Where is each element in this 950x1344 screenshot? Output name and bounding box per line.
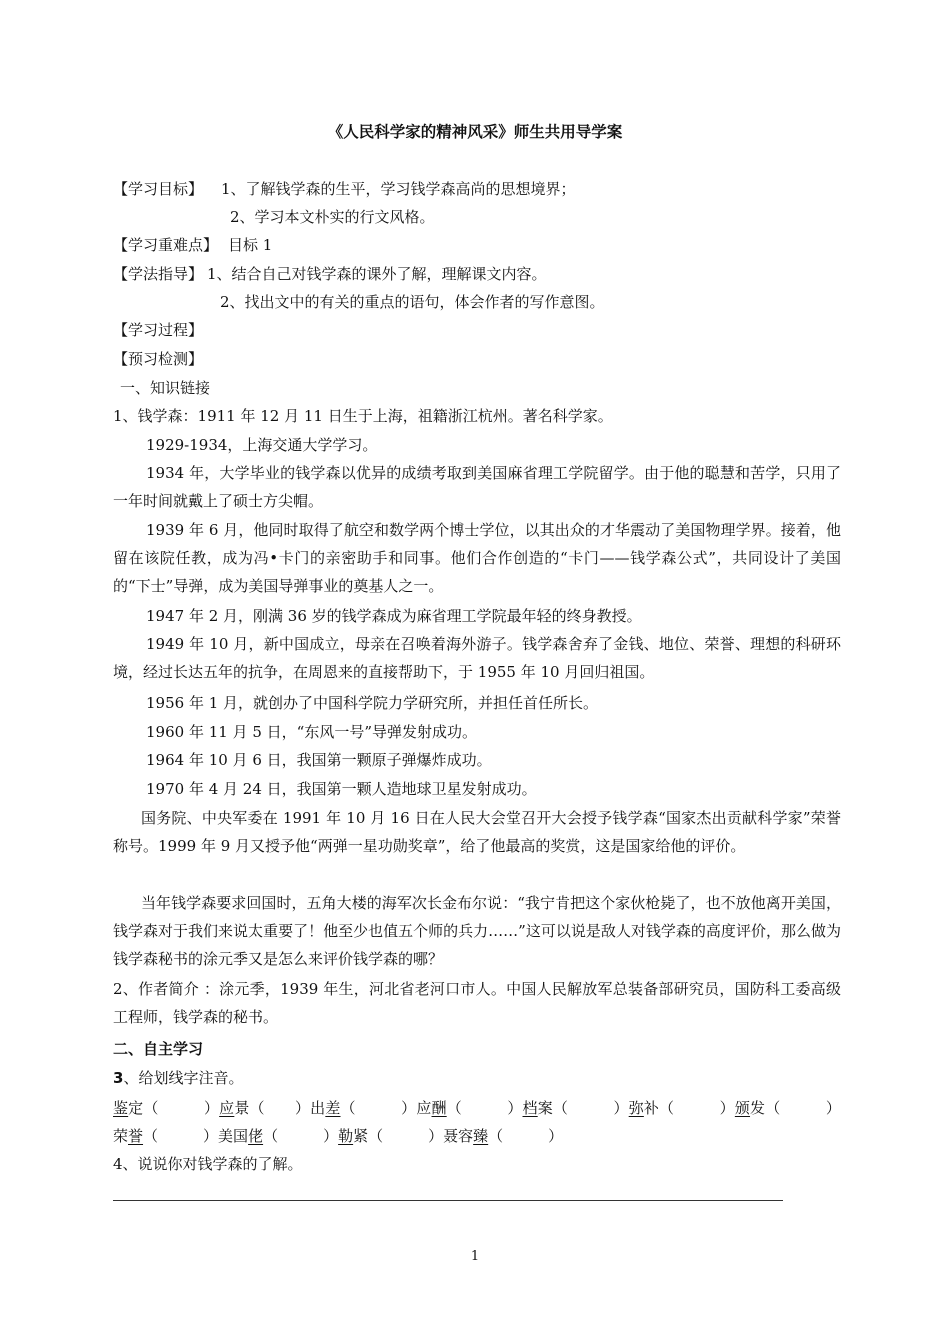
pinyin-word-item (218, 1127, 338, 1145)
word-suffix-blank[interactable]: （ ） (488, 1127, 564, 1145)
bio-paragraph-5: 1947 年 2 月，刚满 36 岁的钱学森成为麻省理工学院最年轻的终身教授。 (146, 607, 642, 625)
pinyin-word-item (416, 1099, 522, 1117)
word-prefix: 应 (416, 1099, 432, 1117)
bio-paragraph-10: 1970 年 4 月 24 日，我国第一颗人造地球卫星发射成功。 (146, 780, 537, 798)
method-line-1 (113, 260, 841, 288)
bio-paragraph-1: 1、钱学森：1911 年 12 月 11 日生于上海，祖籍浙江杭州。著名科学家。 (113, 407, 613, 425)
word-suffix-blank[interactable]: 紧（ ） (353, 1127, 444, 1145)
pinyin-word-item (219, 1099, 310, 1117)
word-suffix-blank[interactable]: 案（ ） (537, 1099, 629, 1117)
word-prefix: 荣 (113, 1127, 129, 1145)
pinyin-word-item (113, 1127, 218, 1145)
underlined-character: 鉴 (113, 1099, 129, 1117)
word-suffix-blank[interactable]: （ ） (340, 1099, 417, 1117)
bio-paragraph-6: 1949 年 10 月，新中国成立，母亲在召唤着海外游子。钱学森舍弃了金钱、地位、荣誉、理想的科研环境，经过长达五年的抗争，在周恩来的直接帮助下，于 1955 年 10 月回归祖国。 (113, 635, 841, 681)
question-3-label: 、给划线字注音。 (123, 1069, 244, 1087)
word-suffix-blank[interactable]: 发（ ） (750, 1099, 841, 1117)
pinyin-word-item (523, 1099, 629, 1117)
key-points-label: 【学习重难点】 (113, 236, 219, 254)
word-prefix: 出 (310, 1099, 326, 1117)
pinyin-word-item (338, 1127, 443, 1145)
word-suffix-blank[interactable]: 补（ ） (643, 1099, 735, 1117)
question-3: 3、给划线字注音。 (113, 1069, 244, 1087)
word-suffix-blank[interactable]: 景（ ） (234, 1099, 311, 1117)
underlined-character: 誉 (128, 1127, 144, 1145)
pinyin-word-item (310, 1099, 416, 1117)
section-2-heading: 二、自主学习 (113, 1040, 204, 1058)
key-points-value: 目标 1 (228, 236, 273, 254)
underlined-character: 应 (219, 1099, 235, 1117)
underlined-character: 颁 (734, 1099, 751, 1117)
objective-1: 1、了解钱学森的生平，学习钱学森高尚的思想境界； (221, 180, 576, 198)
answer-line[interactable] (113, 1200, 783, 1201)
word-prefix: 美国 (218, 1127, 249, 1145)
objectives-label: 【学习目标】 (113, 180, 204, 198)
process-label: 【学习过程】 (113, 321, 204, 339)
page-number: 1 (470, 1249, 480, 1264)
question-4-label: 4、说说你对钱学森的了解。 (113, 1155, 303, 1173)
word-suffix-blank[interactable]: （ ） (263, 1127, 339, 1145)
pinyin-word-item (443, 1127, 563, 1145)
bio-paragraph-8: 1960 年 11 月 5 日，“东风一号”导弹发射成功。 (146, 723, 477, 741)
pinyin-word-list (113, 1094, 841, 1150)
bio-paragraph-4: 1939 年 6 月，他同时取得了航空和数学两个博士学位，以其出众的才华震动了美国物理学界。接着，他留在该院任教，成为冯•卡门的亲密助手和同事。他们合作创造的“卡门——钱学森公式”，共同设计了美国的“下士”导弹，成为美国导弹事业的奠基人之一。 (113, 521, 841, 595)
underlined-character: 佬 (248, 1127, 264, 1145)
author-intro: 2、作者简介 ：涂元季，1939 年生，河北省老河口市人。中国人民解放军总装备部研究员，国防科工委高级工程师，钱学森的秘书。 (113, 980, 841, 1026)
word-suffix-blank[interactable]: （ ） (446, 1099, 523, 1117)
word-suffix-blank[interactable]: （ ） (143, 1127, 219, 1145)
word-suffix-blank[interactable]: 定（ ） (128, 1099, 220, 1117)
underlined-character: 酬 (431, 1099, 447, 1117)
underlined-character: 勒 (338, 1127, 354, 1145)
underlined-character: 弥 (628, 1099, 644, 1117)
pinyin-word-item (629, 1099, 735, 1117)
bio-paragraph-12: 当年钱学森要求回国时，五角大楼的海军次长金布尔说：“我宁肯把这个家伙枪毙了，也不放他离开美国，钱学森对于我们来说太重要了！他至少也值五个师的兵力……”这可以说是敌人对钱学森的高度评价，那么做为钱学森秘书的涂元季又是怎么来评价钱学森的哪？ (113, 894, 841, 968)
method-1: 1、结合自己对钱学森的课外了解，理解课文内容。 (207, 265, 547, 283)
preview-label: 【预习检测】 (113, 350, 204, 368)
bio-paragraph-2: 1929-1934，上海交通大学学习。 (146, 436, 378, 454)
section-1-heading: 一、知识链接 (120, 379, 211, 397)
underlined-character: 臻 (473, 1127, 489, 1145)
objectives-line-1 (113, 175, 841, 203)
underlined-character: 差 (325, 1099, 341, 1117)
page-title: 《人民科学家的精神风采》师生共用导学案 (327, 122, 623, 141)
objective-2: 2、学习本文朴实的行文风格。 (230, 208, 435, 226)
bio-paragraph-9: 1964 年 10 月 6 日，我国第一颗原子弹爆炸成功。 (146, 751, 492, 769)
method-2: 2、找出文中的有关的重点的语句，体会作者的写作意图。 (220, 293, 605, 311)
method-label: 【学法指导】 (113, 265, 204, 283)
bio-paragraph-11: 国务院、中央军委在 1991 年 10 月 16 日在人民大会堂召开大会授予钱学森“国家杰出贡献科学家”荣誉称号。1999 年 9 月又授予他“两弹一星功勋奖章”，给了他最高的奖赏，这是国家给他的评价。 (113, 809, 841, 855)
key-points-line (113, 231, 841, 259)
underlined-character: 档 (522, 1099, 538, 1117)
bio-paragraph-7: 1956 年 1 月，就创办了中国科学院力学研究所，并担任首任所长。 (146, 694, 599, 712)
pinyin-word-item (735, 1099, 841, 1117)
bio-paragraph-3: 1934 年，大学毕业的钱学森以优异的成绩考取到美国麻省理工学院留学。由于他的聪慧和苦学，只用了一年时间就戴上了硕士方尖帽。 (113, 464, 841, 510)
pinyin-word-item (113, 1099, 219, 1117)
word-prefix: 聂容 (443, 1127, 474, 1145)
